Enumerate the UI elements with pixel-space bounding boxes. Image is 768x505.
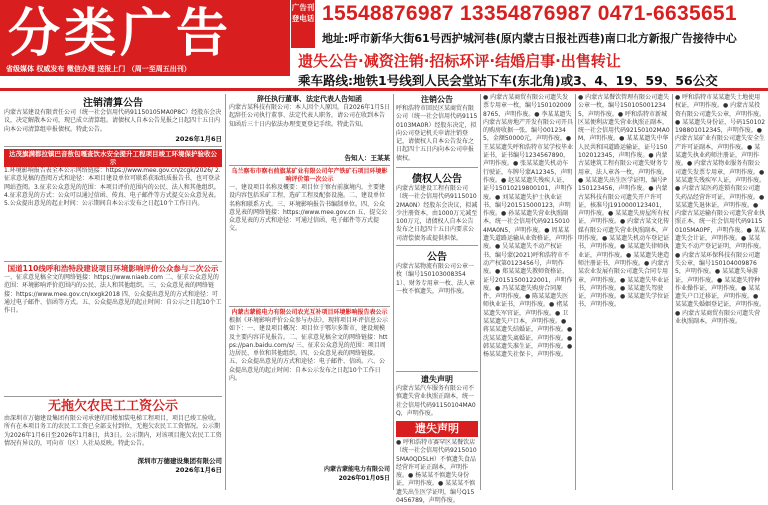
service-list: 遗失公告·减资注销·招标环评·结婚启事·出售转让 xyxy=(298,52,621,70)
column-divider xyxy=(575,94,576,490)
column-3 xyxy=(396,94,478,505)
notice-title: 注销公告 xyxy=(421,95,453,104)
notice-heading-red: 内蒙古蒙能电力有限公司农光互补项目环境影响报告表公示 xyxy=(231,309,388,316)
notice-title: 辞任执行董事、法定代表人告知函 xyxy=(257,95,362,103)
masthead xyxy=(0,0,290,76)
column-divider xyxy=(393,94,394,490)
notice-body: 1.环境影响报告表全本公示网络链接：https://www.mee.gov.cn/zcgk/2026/ 2.征求意见稿的查阅方式和途径：本项目建设单位可联系获取纸质报告书，也可登录网站查阅。3.征求公众意见的范围：本项目评价范围内的公民、法人和其他组织。4.征求意见的方式：公众可以通过信函、传真、电子邮件等方式提交公众意见表。5.公众提出意见的起止时间：公示期间自本公示发布之日起10个工作日内。 xyxy=(4,167,221,208)
notice-body: 内蒙古某建设有限责任公司（统一社会信用代码91150105MA0P8C）经股东会决议，决定解散本公司，现已成立清算组。请债权人自本公告见报之日起四十五日内向本公司清算组申报债权。特此公告。 xyxy=(4,109,222,133)
notice-title: 遗失声明 xyxy=(421,375,453,384)
column-divider xyxy=(480,94,481,490)
notice-title: 公告 xyxy=(427,252,447,263)
notice-body: 由深圳市万德建设集团有限公司承建的旧楼加装电梯工程项目，项目已竣工验收。所有在本项目务工的农民工工资已全部支付到位，无拖欠农民工工资情况。公示期为2026年1月6日至2026年1月8日，共3日。公示期内，对该项目拖欠农民工工资情况有异议的，可向市（区）人社局反映。特此公告。 xyxy=(4,415,222,447)
divider xyxy=(396,371,478,372)
bus-route: 乘车路线:地铁1号线到人民会堂站下车(东北角)或3、4、19、59、56公交 xyxy=(298,73,718,88)
divider xyxy=(396,245,478,246)
notice-body: 呼和浩特市回民区某商贸有限公司（统一社会信用代码91150103MA0R）经股东决定，拟向公司登记机关申请注销登记，请债权人自本公告发布之日起四十五日内向本公司申报债权。 xyxy=(396,105,478,162)
column-divider xyxy=(225,94,226,490)
notice-heading-red: 乌兰察布市察右前旗某矿业有限公司年产铁矿石项目环境影响评价第一次公示 xyxy=(231,168,388,183)
slogan: 省级媒体 权威发布 微信办理 送报上门 （周一至周五出刊） xyxy=(6,65,191,73)
notice-body: 内蒙古某建设工程有限公司（统一社会信用代码91150102MA0N）经股东会决议，拟减少注册资本，由1000万元减至100万元，请债权人自本公告发布之日起四十五日内要求公司清偿债务或提供担保。 xyxy=(396,185,478,242)
phone-numbers: 15548876987 13354876987 0471-6635651 xyxy=(322,2,737,25)
column-6 xyxy=(675,94,766,486)
notice-heading-red: 国道110线呼和浩特段建设项目环境影响评价公众参与二次公示 xyxy=(7,264,219,273)
address: 地址:呼市新华大街61号西护城河巷(原内蒙古日报社西巷)南口北方新报广告接待中心 xyxy=(322,32,737,45)
divider xyxy=(229,306,390,307)
column-1 xyxy=(4,94,222,486)
notice-date: 2026年1月6日 xyxy=(175,466,222,474)
notice-body: ● 呼和浩特市赛罕区某餐饮店（统一社会信用代码92150105MA0QD5LH）不慎遗失食品经营许可证正副本，声明作废。● 杨某某不慎遗失身份证，声明作废。● 某某某不慎遗失出生医学证明，编号Q150456789，声明作废。 xyxy=(396,439,477,505)
lost-notices-list: ● 内蒙古某商贸有限公司遗失发票专用章一枚，编号1501020098765，声明作废。● 李某某遗失内蒙古某房地产开发有限公司开具的购房收据一张，编号0012345，金额50000元，声明作废。● 王某某遗失呼和浩特市某学校毕业证书，证书编号1234567890，声明作废。● 张某某遗失机动车行驶证，车牌号蒙A12345，声明作废。● 赵某某遗失残疾人证，证号15010219800101，声明作废。● 刘某某遗失护士执业证书，编号201515000123，声明作废。● 孙某某遗失营业执照副本，统一社会信用代码92150104MA0N5，声明作废。● 周某某遗失道路运输从业资格证，声明作废。● 吴某某遗失不动产权证书，编号蒙(2021)呼和浩特市不动产权第0123456号，声明作废。● 郑某某遗失教师资格证，证号20151500122001，声明作废。● 冯某某遗失购房合同原件，声明作废。● 陈某某遗失医师执业证书，声明作废。● 褚某某遗失军官证，声明作废。● 卫某某遗失户口本，声明作废。● 蒋某某遗失结婚证，声明作废。● 沈某某遗失离婚证，声明作废。● 韩某某遗失准生证，声明作废。● 杨某某遗失社保卡，声明作废。 xyxy=(483,94,574,359)
notice-date: 2026年01月05日 xyxy=(338,475,390,482)
notice-heading-red: 遗失声明 xyxy=(396,421,478,437)
header xyxy=(0,0,768,92)
column-4 xyxy=(483,94,573,486)
notice-signature: 深圳市万德建设集团有限公司 xyxy=(137,457,222,465)
notice-date: 2026年1月6日 xyxy=(175,135,222,143)
ad-phone-tag: 广告刊登电话 xyxy=(291,0,315,48)
divider xyxy=(4,396,222,397)
notice-body: 根据《环境影响评价公众参与办法》，现将项目环评信息公示如下：一、建设项目概况：项目位于鄂尔多斯市，建设规模及主要内容详见报告。二、征求意见稿全文的网络链接：https://pan.baidu.com/s/ 三、征求公众意见的范围：项目周边居民、单位和其他组织。四、公众意见表的网络链接。五、公众提出意见的方式和途径：电子邮件、信函。六、公众提出意见的起止时间：自本公示发布之日起10个工作日内。 xyxy=(229,317,389,383)
divider xyxy=(4,261,222,262)
divider xyxy=(4,146,222,147)
column-5 xyxy=(578,94,670,486)
notice-body: 内蒙古某物流有限公司公章一枚（编号1501030083541）、财务专用章一枚、法人章一枚不慎遗失，声明作废。 xyxy=(396,263,475,295)
column-2 xyxy=(229,94,390,486)
notice-signature: 告知人：王某某 xyxy=(344,154,390,162)
divider xyxy=(396,167,478,168)
notice-body: 内蒙古某汽车服务有限公司不慎遗失营业执照正副本，统一社会信用代码91150104MA0Q，声明作废。 xyxy=(396,385,476,417)
notice-title: 注销清算公告 xyxy=(83,98,143,109)
notice-heading-red: 无拖欠农民工工资公示 xyxy=(47,399,178,414)
notice-body: 一、建设项目名称及概要：项目位于察右前旗境内，主要建设内容包括采矿工程、选矿工程及配套设施。二、建设单位名称和联系方式。三、环境影响报告书编制单位。四、公众意见表的网络链接：https://www.mee.gov.cn 五、提交公众意见表的方式和途径：可通过信函、电子邮件等方式提交。 xyxy=(229,184,388,233)
lost-notices-list: ● 呼和浩特市某某遗失土地使用权证，声明作废。● 内蒙古某投资有限公司遗失公章，声明作废。● 某某遗失身份证，号码150102198801012345，声明作废。● 内蒙古某矿业有限公司遗失安全生产许可证副本，声明作废。● 某某遗失执业药师注册证，声明作废。● 内蒙古某物业服务有限公司遗失发票专用章，声明作废。● 某某遗失残疾军人证，声明作废。● 内蒙古某医药连锁有限公司遗失药品经营许可证，声明作废。● 某某遗失退休证，声明作废。● 内蒙古某运输有限公司遗失营业执照正本，统一社会信用代码91150105MA0PF，声明作废。● 某某遗失会计证，声明作废。● 某某遗失不动产登记证明，声明作废。● 内蒙古某环保科技有限公司遗失公章，编号1501040098765，声明作废。● 某某遗失导游证，声明作废。● 某某遗失特种作业操作证，声明作废。● 某某遗失户口迁移证，声明作废。● 某某遗失婚姻登记证，声明作废。● 内蒙古某商贸有限公司遗失营业执照副本，声明作废。 xyxy=(675,94,766,326)
masthead-fineprint xyxy=(0,76,290,88)
column-divider xyxy=(672,94,673,490)
notice-body: 内蒙古某科技有限公司：本人因个人原因，自2026年1月5日起辞任公司执行董事、法定代表人职务，请公司在收到本告知函后三十日内依法办理变更登记手续。特此告知。 xyxy=(229,104,390,128)
lost-notices-list: ● 内蒙古某餐饮管理有限公司遗失公章一枚，编号1501050012345，声明作废。● 呼和浩特市新城区某便利店遗失营业执照正副本，统一社会信用代码92150102MA0M，声明作废。● 某某某遗失中华人民共和国道路运输证，证号150102012345，声明作废。● 内蒙古某建筑工程有限公司遗失财务专用章、法人章各一枚，声明作废。● 某某遗失出生医学证明，编号P150123456，声明作废。● 内蒙古某科技有限公司遗失开户许可证，核准号J1910000123401，声明作废。● 某某遗失房屋所有权证，声明作废。● 内蒙古某文化传媒有限公司遗失营业执照副本，声明作废。● 某某遗失机动车登记证书，声明作废。● 某某遗失律师执业证，声明作废。● 某某遗失建造师注册证书，声明作废。● 内蒙古某农业发展有限公司遗失合同专用章，声明作废。● 某某遗失毕业证书，声明作废。● 某某遗失驾驶证，声明作废。● 某某遗失学位证书，声明作废。 xyxy=(578,94,670,309)
notice-heading-red: 达茂旗满都拉镇巴音敖包嘎查饮水安全提升工程项目竣工环境保护验收公示 xyxy=(4,149,222,167)
divider xyxy=(229,165,390,166)
header-divider xyxy=(0,88,768,91)
section-title: 分类广告 xyxy=(8,3,233,64)
notice-signature: 内蒙古蒙能电力有限公司 xyxy=(323,466,390,473)
notice-title: 债权人公告 xyxy=(412,174,462,185)
notice-body: 一、征求意见稿全文的网络链接：https://www.niaeb.com 二、征求公众意见的范围：环境影响评价范围内的公民、法人和其他组织。三、公众意见表的网络链接：https://www.mee.gov.cn/xxgk2018 四、公众提出意见的方式和途径：可通过电子邮件、信函等方式。五、公众提出意见的起止时间：自公示之日起10个工作日。 xyxy=(4,274,222,315)
